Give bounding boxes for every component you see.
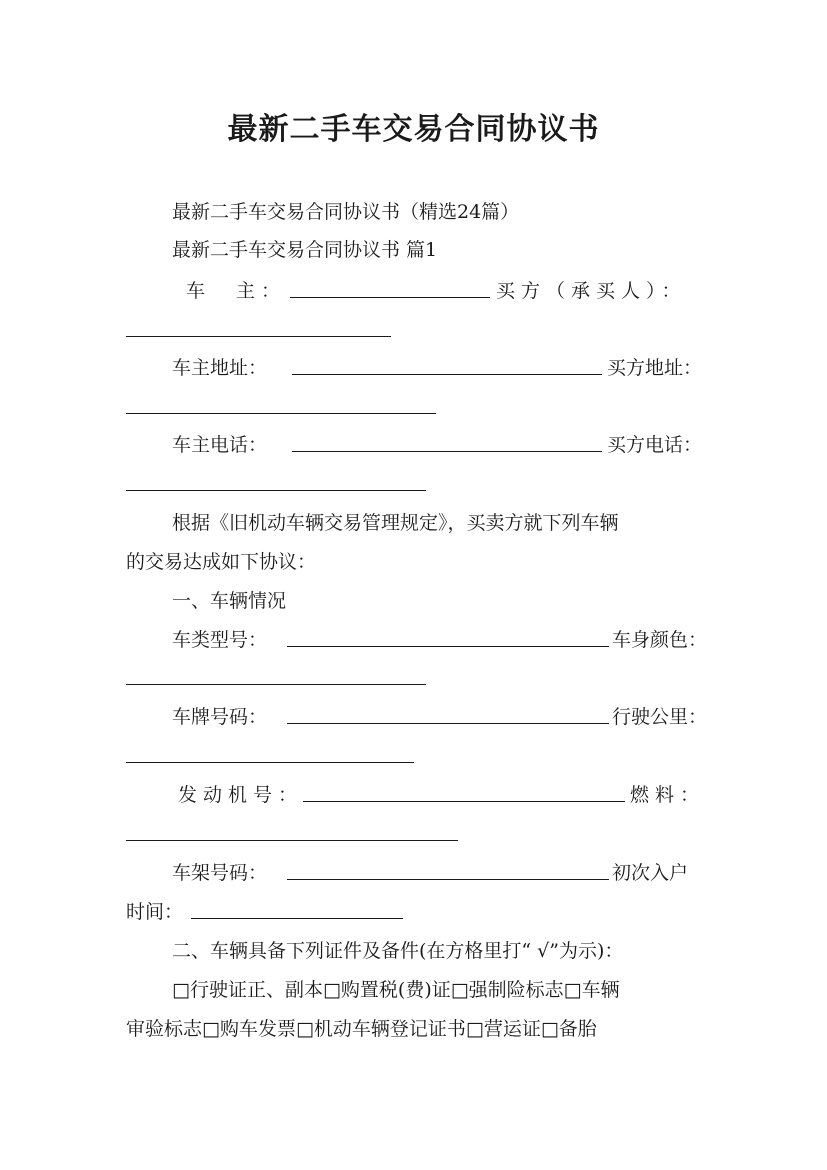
section-heading: 最新二手车交易合同协议书 篇1: [172, 239, 438, 261]
mileage-blank[interactable]: [126, 744, 414, 769]
mileage-label: 行驶公里：: [612, 706, 708, 728]
intro-line-1: 根据《旧机动车辆交易管理规定》，买卖方就下列车辆: [172, 512, 619, 534]
owner-phone-label: 车主电话：: [172, 434, 268, 456]
color-label: 车身颜色：: [612, 629, 708, 651]
documents-line-1: □行驶证正、副本□购置税(费)证□强制险标志□车辆: [172, 979, 620, 1001]
first-registration-label-cont: 时间：: [126, 901, 184, 923]
fuel-label: 燃料：: [630, 784, 706, 806]
buyer-address-blank[interactable]: [126, 395, 436, 420]
buyer-address-label: 买方地址：: [607, 357, 703, 379]
engine-label: 发动机号：: [178, 784, 304, 806]
buyer-phone-label: 买方电话：: [607, 434, 703, 456]
color-blank[interactable]: [126, 666, 426, 691]
buyer-blank[interactable]: [126, 318, 391, 343]
buyer-phone-blank[interactable]: [126, 472, 426, 497]
first-registration-blank[interactable]: [191, 900, 403, 925]
frame-blank[interactable]: [287, 861, 609, 886]
first-registration-label: 初次入户: [612, 862, 689, 884]
model-blank[interactable]: [287, 628, 609, 653]
section-documents: 二、车辆具备下列证件及备件(在方格里打“ √”为示)：: [172, 940, 624, 962]
buyer-label: 买方（承买人）：: [496, 280, 687, 302]
document-subtitle: 最新二手车交易合同协议书（精选24篇）: [172, 201, 520, 223]
engine-blank[interactable]: [303, 783, 625, 808]
fuel-blank[interactable]: [126, 822, 458, 847]
section-vehicle-info: 一、车辆情况: [172, 590, 287, 612]
plate-label: 车牌号码：: [172, 706, 268, 728]
owner-blank[interactable]: [290, 279, 490, 304]
owner-phone-blank[interactable]: [292, 433, 602, 458]
owner-label: 车 主：: [186, 280, 287, 302]
owner-address-label: 车主地址：: [172, 357, 268, 379]
model-label: 车类型号：: [172, 629, 268, 651]
frame-label: 车架号码：: [172, 862, 268, 884]
documents-line-2: 审验标志□购车发票□机动车辆登记证书□营运证□备胎: [126, 1018, 597, 1040]
document-title: 最新二手车交易合同协议书: [227, 112, 600, 147]
plate-blank[interactable]: [287, 705, 609, 730]
owner-address-blank[interactable]: [292, 356, 602, 381]
intro-line-2: 的交易达成如下协议：: [126, 551, 317, 573]
